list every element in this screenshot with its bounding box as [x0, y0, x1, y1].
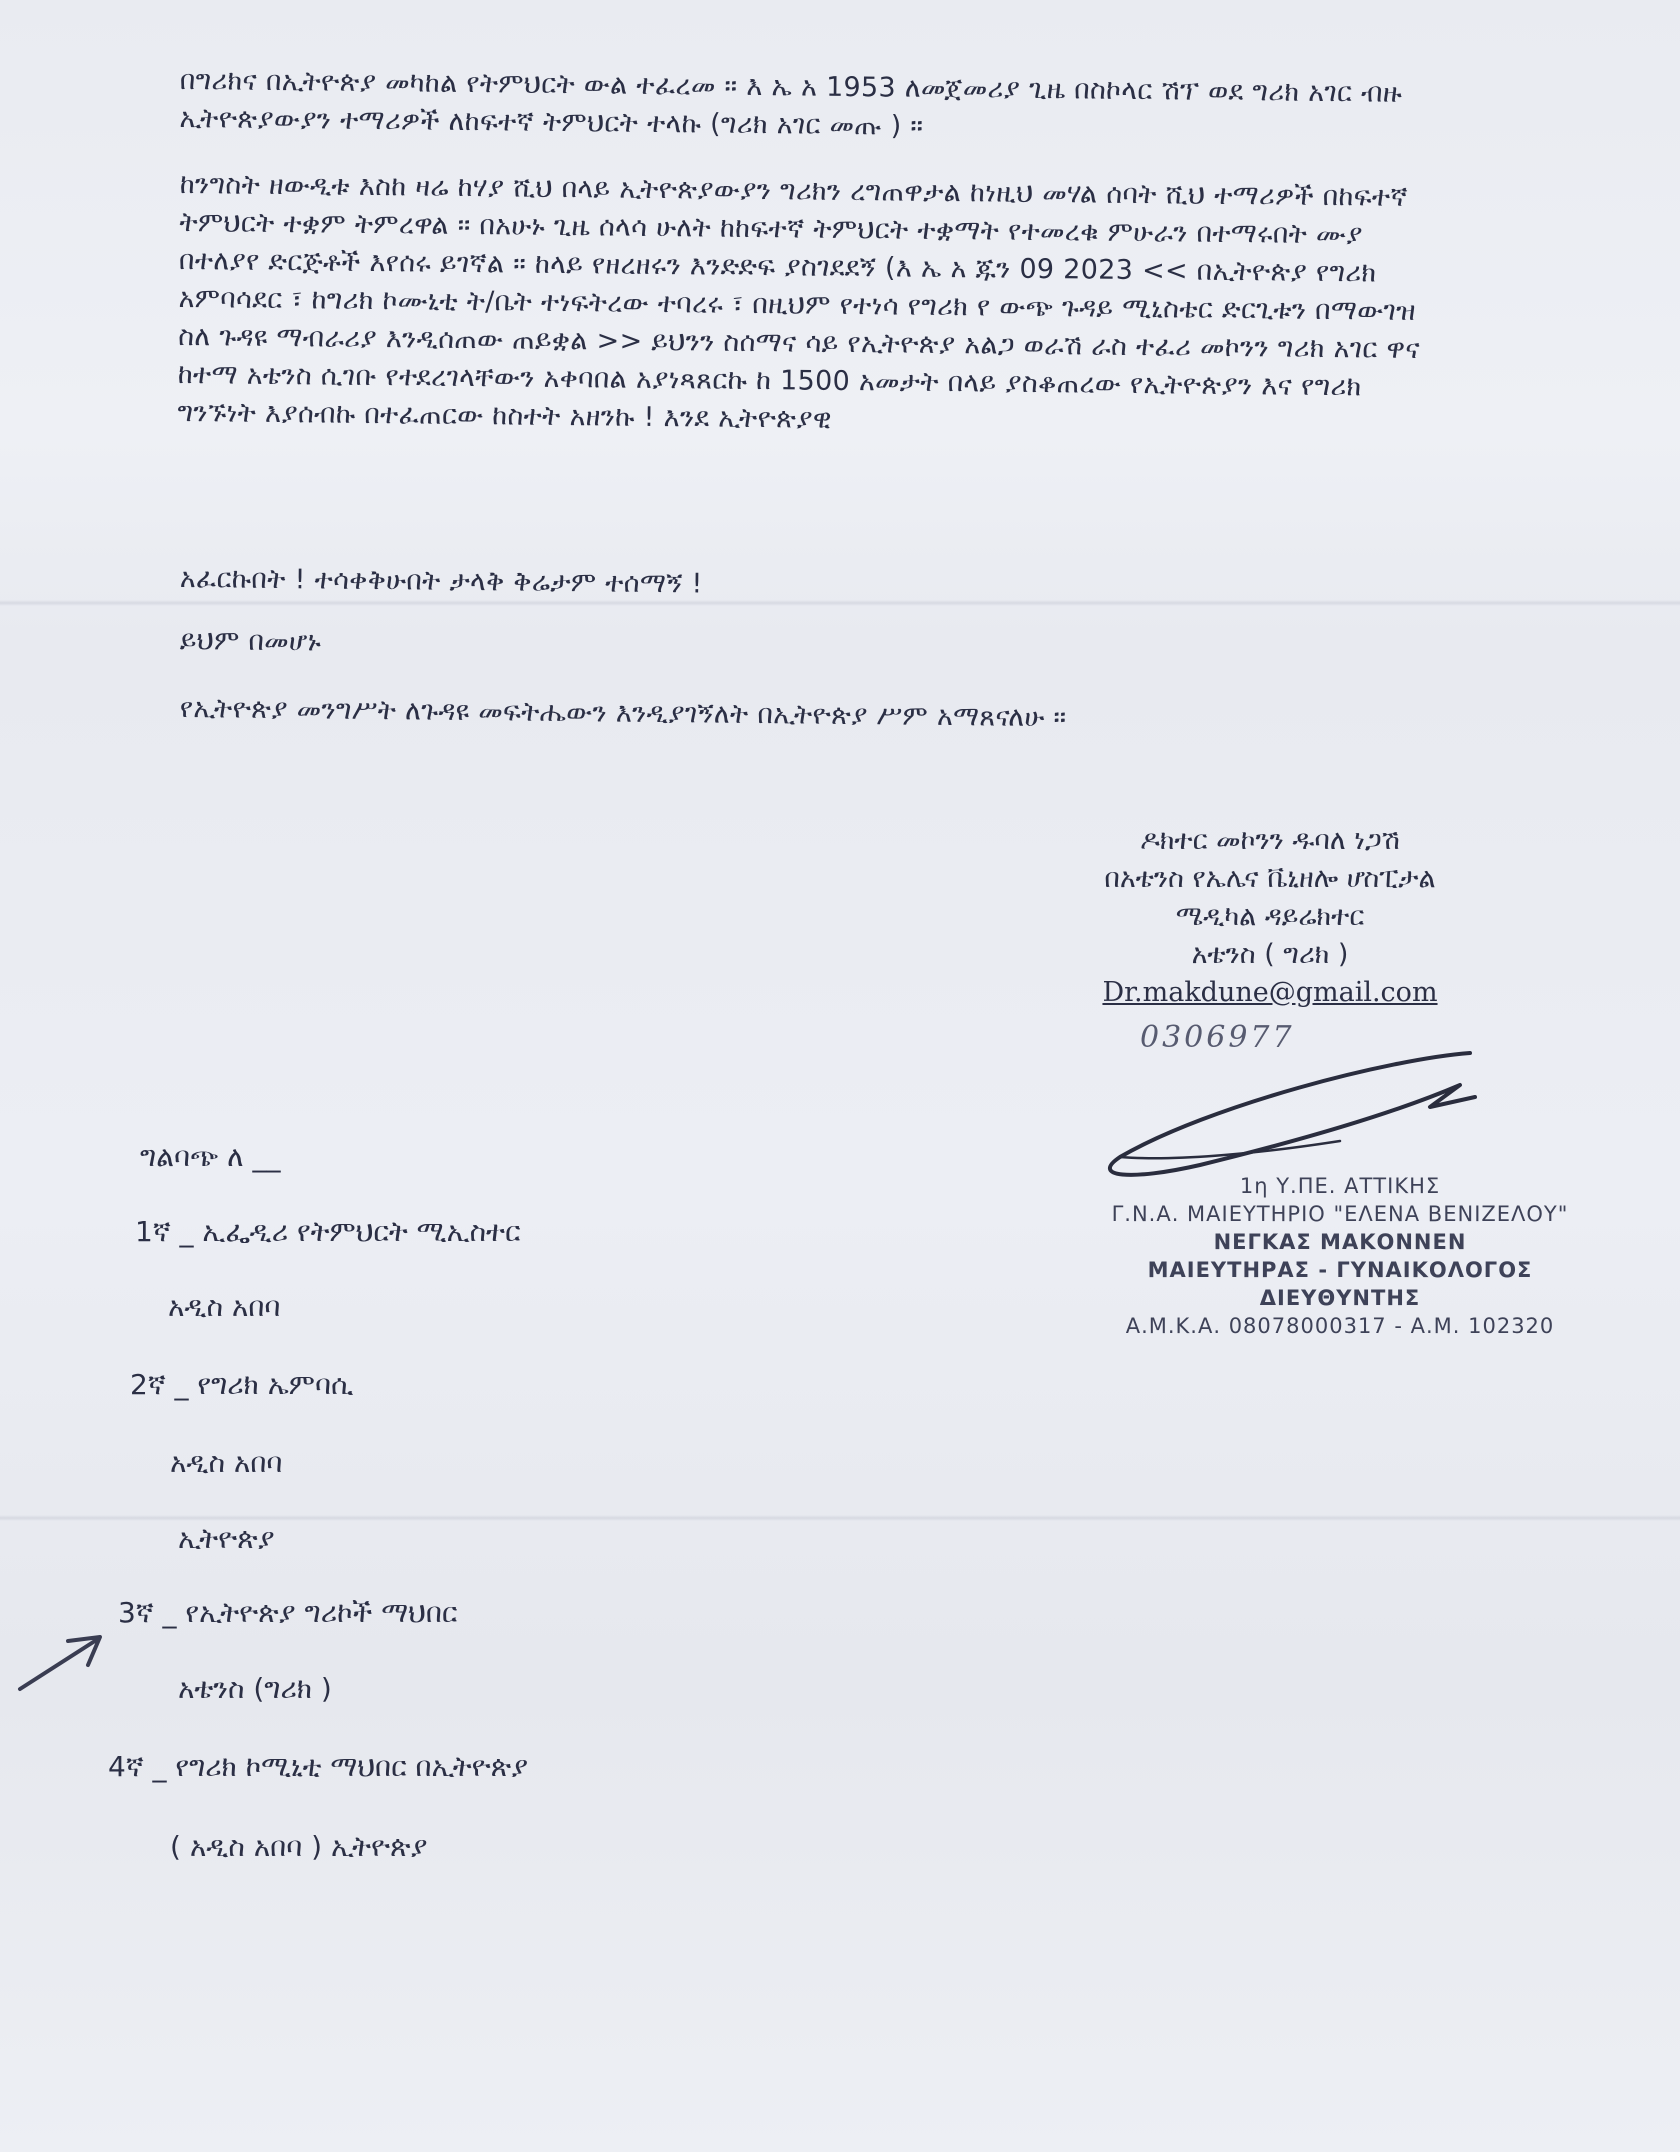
copy-item-4-label: 4ኛ _ የግሪክ ኮሚኒቲ ማህበር በኢትዮጵያ: [108, 1750, 529, 1783]
signer-title: ሜዲካል ዳይሬክተር: [1175, 901, 1365, 932]
copy-item-4-address: ( አዲስ አበባ ) ኢትዮጵያ: [170, 1830, 428, 1863]
official-stamp: [1060, 1172, 1620, 1340]
paragraph-1: በግሪክና በኢትዮጵያ መካከል የትምህርት ውል ተፈረመ ። እ ኤ አ 1953 ለመጀመሪያ ጊዜ በስኮላር ሽፕ ወደ ግሪክ አገር ብዙ ኢትዮጵያውያን ተማሪዎች ለከፍተኛ ትምህርት ተላኩ (ግሪክ አገር መጡ ) ።: [179, 64, 1403, 142]
stamp-line-1: 1η Υ.ΠΕ. ΑΤΤΙΚΗΣ: [1239, 1174, 1441, 1198]
stamp-line-6: Α.Μ.Κ.Α. 08078000317 - Α.Μ. 102320: [1125, 1314, 1555, 1338]
stamp-line-2: Γ.Ν.Α. ΜΑΙΕΥΤΗΡΙΟ "ΕΛΕΝΑ ΒΕΝΙΖΕΛΟΥ": [1111, 1202, 1569, 1226]
copy-item-2-country: ኢትዮጵያ: [178, 1522, 275, 1555]
handwritten-arrow-icon: [14, 1625, 104, 1695]
copy-item-1-address: አዲስ አበባ: [168, 1290, 281, 1323]
stamp-line-3: ΝΕΓΚΑΣ ΜΑΚΟΝΝΕΝ: [1213, 1230, 1467, 1254]
signer-phone: 0306977: [1140, 1020, 1295, 1055]
copy-item-2-label: 2ኛ _ የግሪክ ኤምባሲ: [130, 1368, 354, 1401]
paragraph-5: የኢትዮጵያ መንግሥት ለጉዳዩ መፍትሔውን እንዲያገኝለት በኢትዮጵያ ሥም አማጸናለሁ ።: [179, 692, 1067, 734]
paragraph-4: ይህም በመሆኑ: [179, 624, 322, 658]
copies-heading: ግልባጭ ለ __: [140, 1140, 281, 1173]
copy-item-2-address: አዲስ አበባ: [170, 1446, 283, 1479]
signer-name: ዶክተር መኮንን ዱባለ ነጋሽ: [1140, 825, 1400, 856]
copy-item-3-label: 3ኛ _ የኢትዮጵያ ግሪኮች ማህበር: [118, 1596, 458, 1629]
paper-fold-line: [0, 1515, 1680, 1521]
signer-city: አቴንስ ( ግሪክ ): [1191, 939, 1349, 970]
signer-hospital: በአቴንስ የኤሌና ቬኒዘሎ ሆስፒታል: [1104, 863, 1436, 894]
stamp-line-5: ΔΙΕΥΘΥΝΤΗΣ: [1259, 1286, 1421, 1310]
signature-block: [1030, 822, 1510, 1012]
copy-item-1-label: 1ኛ _ ኢፌዲሪ የትምህርት ሚኢስተር: [135, 1215, 521, 1248]
copy-item-3-address: አቴንስ (ግሪክ ): [178, 1672, 332, 1705]
paragraph-3: አፈርኩበት ! ተሳቀቅሁበት ታላቅ ቅሬታም ተሰማኝ !: [179, 562, 703, 600]
paragraph-2: ከንግስት ዘውዲቱ እስከ ዛሬ ከሃያ ሺህ በላይ ኢትዮጵያውያን ግሪክን ረግጠዋታል ከነዚህ መሃል ሰባት ሺህ ተማሪዎች በከፍተኛ ትምህርት ተቋም ትምረዋል ። በአሁኑ ጊዜ ሰላሳ ሁለት ከከፍተኛ ትምህርት ተቋማት የተመረቁ ምሁራን በተማሩበት ሙያ በተለያየ ድርጅቶች እየሰሩ ይገኛል ። ከላይ የዘረዘሩን እንድድፍ ያስገደደኝ (እ ኤ አ ጁን 09 2023 << በኢትዮጵያ የግሪክ አምባሳደር ፣ ከግሪክ ኮሙኒቲ ት/ቤት ተነፍትረው ተባረሩ ፣ በዚህም የተነሳ የግሪክ የ ውጭ ጉዳይ ሚኒስቴር ድርጊቱን በማውገዝ ስለ ጉዳዩ ማብራሪያ እንዲሰጠው ጠይቋል >> ይህንን ስሰማና ሳይ የኢትዮጵያ አልጋ ወራሽ ራስ ተፈሪ መኮንን ግሪክ አገር ዋና ከተማ አቴንስ ሲገቡ የተደረገላቸውን አቀባበል አያነጻጸርኩ ከ 1500 አመታት በላይ ያስቆጠረው የኢትዮጵያን እና የግሪክ ግንኙነት እያሰብኩ በተፈጠርው ከስተት አዘንኩ ! እንደ ኢትዮጵያዊ: [177, 168, 1421, 435]
signer-email: Dr.makdune@gmail.com: [1102, 977, 1438, 1008]
stamp-line-4: ΜΑΙΕΥΤΗΡΑΣ - ΓΥΝΑΙΚΟΛΟΓΟΣ: [1147, 1258, 1533, 1282]
